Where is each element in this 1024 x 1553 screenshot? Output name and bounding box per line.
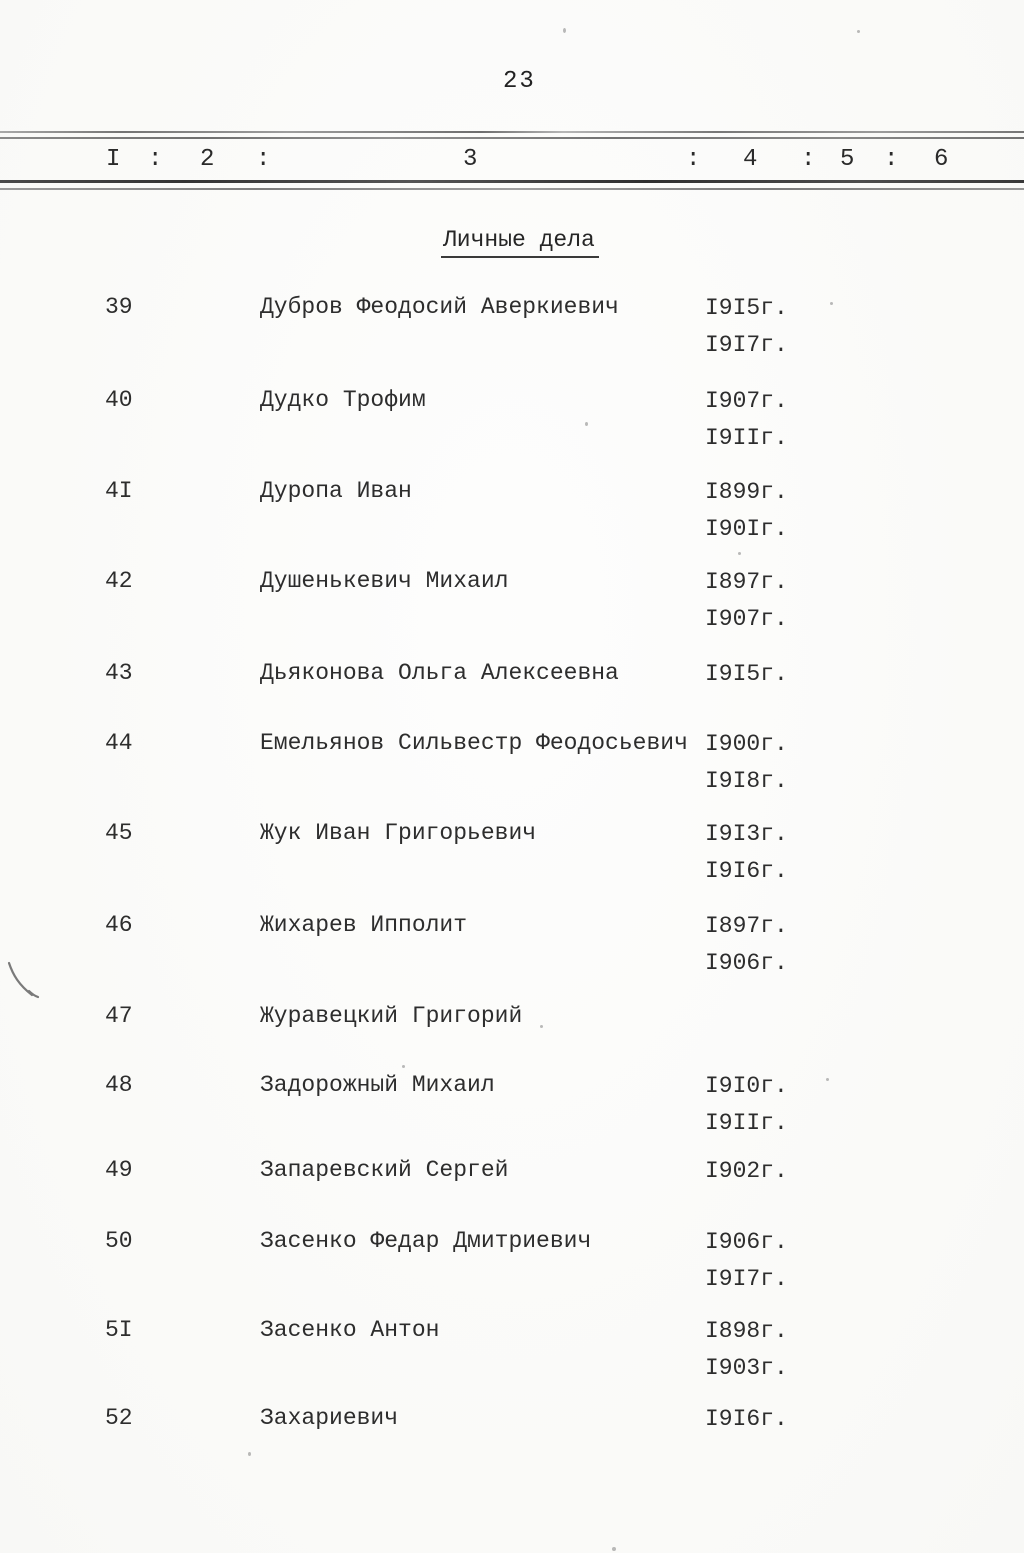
entry-year: I9I0г. (705, 1073, 788, 1099)
scan-speck (612, 1547, 616, 1551)
entry-year: I907г. (705, 388, 788, 414)
column-header-6: 6 (934, 146, 949, 173)
entry-years (705, 294, 788, 368)
entry-number: 4I (105, 478, 133, 504)
entry-year: I9I8г. (705, 768, 788, 794)
entry-years (705, 660, 788, 697)
entry-name: Дудко Трофим (260, 387, 426, 413)
page-number: 23 (503, 68, 536, 95)
entry-year: I9IIг. (705, 1110, 788, 1136)
entry-number: 48 (105, 1072, 133, 1098)
entry-name: Засенко Антон (260, 1317, 440, 1343)
entry-number: 47 (105, 1003, 133, 1029)
entry-years (705, 1317, 788, 1391)
column-separator: : (256, 146, 271, 173)
scan-speck (830, 302, 833, 305)
entry-years (705, 568, 788, 642)
handwritten-tick-mark (2, 955, 46, 1007)
scan-speck (738, 552, 741, 555)
entry-year: I9I6г. (705, 858, 788, 884)
entry-name: Задорожный Михаил (260, 1072, 495, 1098)
column-separator: : (148, 146, 163, 173)
entry-name: Дубров Феодосий Аверкиевич (260, 294, 619, 320)
entry-year: I897г. (705, 569, 788, 595)
entry-years (705, 1405, 788, 1442)
entry-name: Душенькевич Михаил (260, 568, 509, 594)
table-rule-top-faint (0, 131, 1024, 133)
entry-year: I899г. (705, 479, 788, 505)
entry-number: 46 (105, 912, 133, 938)
entry-year: I897г. (705, 913, 788, 939)
column-separator: : (686, 146, 701, 173)
entry-years (705, 1072, 788, 1146)
entry-years (705, 1157, 788, 1194)
table-rule-top (0, 137, 1024, 139)
entry-number: 5I (105, 1317, 133, 1343)
scan-speck (248, 1452, 251, 1456)
entry-year: I9I7г. (705, 1266, 788, 1292)
entry-number: 39 (105, 294, 133, 320)
table-rule-bottom-faint (0, 188, 1024, 190)
column-header-1: I (106, 146, 121, 173)
entry-year: I898г. (705, 1318, 788, 1344)
column-header-4: 4 (743, 146, 758, 173)
column-header-5: 5 (840, 146, 855, 173)
entry-year: I903г. (705, 1355, 788, 1381)
entry-number: 50 (105, 1228, 133, 1254)
column-header-2: 2 (200, 146, 215, 173)
entry-name: Жихарев Ипполит (260, 912, 468, 938)
entry-name: Засенко Федар Дмитриевич (260, 1228, 592, 1254)
entry-year: I9I7г. (705, 332, 788, 358)
entry-year: I9I5г. (705, 295, 788, 321)
entry-years (705, 730, 788, 804)
entry-years (705, 912, 788, 986)
entry-years (705, 820, 788, 894)
column-separator: : (884, 146, 899, 173)
entry-number: 45 (105, 820, 133, 846)
section-title: Личные дела (441, 227, 599, 258)
entry-number: 43 (105, 660, 133, 686)
scan-speck (563, 28, 566, 33)
column-separator: : (801, 146, 816, 173)
entry-number: 42 (105, 568, 133, 594)
entry-number: 40 (105, 387, 133, 413)
scan-speck (857, 30, 860, 33)
entry-year: I9I5г. (705, 661, 788, 687)
entry-name: Дуропа Иван (260, 478, 412, 504)
entry-name: Запаревский Сергей (260, 1157, 509, 1183)
entry-years (705, 478, 788, 552)
scan-speck (826, 1078, 829, 1081)
scan-speck (585, 422, 588, 426)
entry-year: I9I3г. (705, 821, 788, 847)
entry-name: Журавецкий Григорий (260, 1003, 523, 1029)
entry-year: I906г. (705, 1229, 788, 1255)
entry-name: Дьяконова Ольга Алексеевна (260, 660, 619, 686)
table-rule-bottom (0, 180, 1024, 183)
entry-number: 44 (105, 730, 133, 756)
entry-years (705, 387, 788, 461)
scan-speck (540, 1025, 543, 1028)
scan-speck (402, 1065, 405, 1068)
entry-name: Емельянов Сильвестр Феодосьевич (260, 730, 688, 756)
entry-name: Захариевич (260, 1405, 399, 1431)
entry-year: I9I6г. (705, 1406, 788, 1432)
entry-name: Жук Иван Григорьевич (260, 820, 537, 846)
entry-number: 52 (105, 1405, 133, 1431)
entry-year: I90Iг. (705, 516, 788, 542)
column-header-3: 3 (463, 146, 478, 173)
entry-year: I900г. (705, 731, 788, 757)
entry-number: 49 (105, 1157, 133, 1183)
entry-year: I9IIг. (705, 425, 788, 451)
entry-years (705, 1228, 788, 1302)
entry-year: I907г. (705, 606, 788, 632)
entry-year: I906г. (705, 950, 788, 976)
entry-year: I902г. (705, 1158, 788, 1184)
